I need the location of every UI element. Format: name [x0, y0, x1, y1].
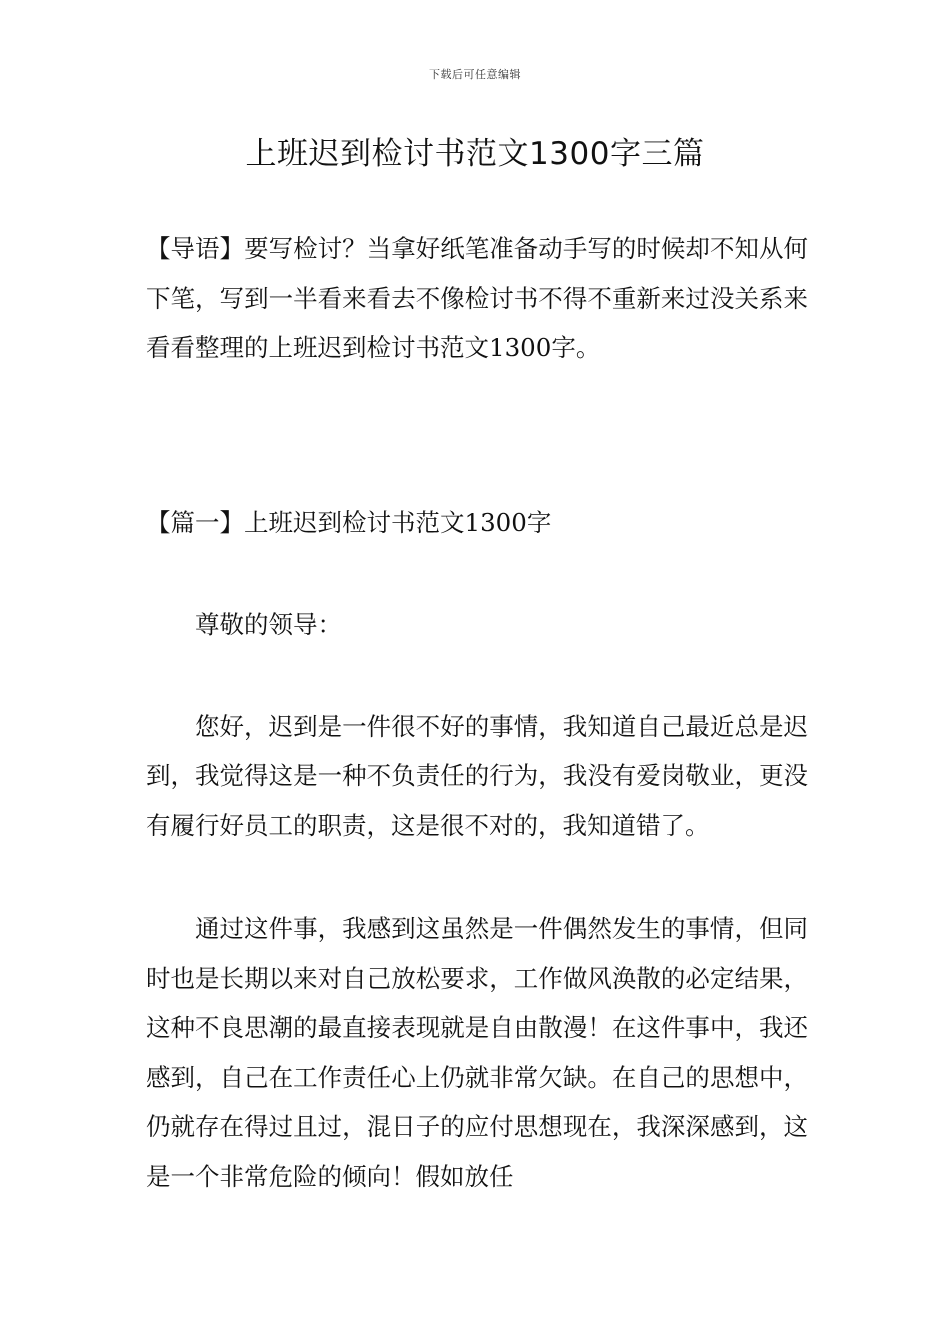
- intro-paragraph: 【导语】要写检讨？当拿好纸笔准备动手写的时候却不知从何下笔，写到一半看来看去不像检讨书不得不重新来过没关系来看看整理的上班迟到检讨书范文1300字。: [146, 234, 808, 362]
- document-title: 上班迟到检讨书范文1300字三篇: [245, 136, 705, 172]
- document-body: [146, 224, 808, 1201]
- body-paragraph: 您好，迟到是一件很不好的事情，我知道自己最近总是迟到，我觉得这是一种不负责任的行为，我没有爱岗敬业，更没有履行好员工的职责，这是很不对的，我知道错了。: [146, 711, 808, 840]
- salutation: 尊敬的领导：: [195, 610, 342, 639]
- body-paragraph: 通过这件事，我感到这虽然是一件偶然发生的事情，但同时也是长期以来对自己放松要求，工作做风涣散的必定结果，这种不良思潮的最直接表现就是自由散漫！在这件事中，我还感到，自己在工作责任心上仍就非常欠缺。在自己的思想中，仍就存在得过且过，混日子的应付思想现在，我深深感到，这是一个非常危险的倾向！假如放任: [146, 914, 808, 1191]
- header-note: 下载后可任意编辑: [429, 68, 521, 81]
- section-heading: 【篇一】上班迟到检讨书范文1300字: [146, 507, 552, 537]
